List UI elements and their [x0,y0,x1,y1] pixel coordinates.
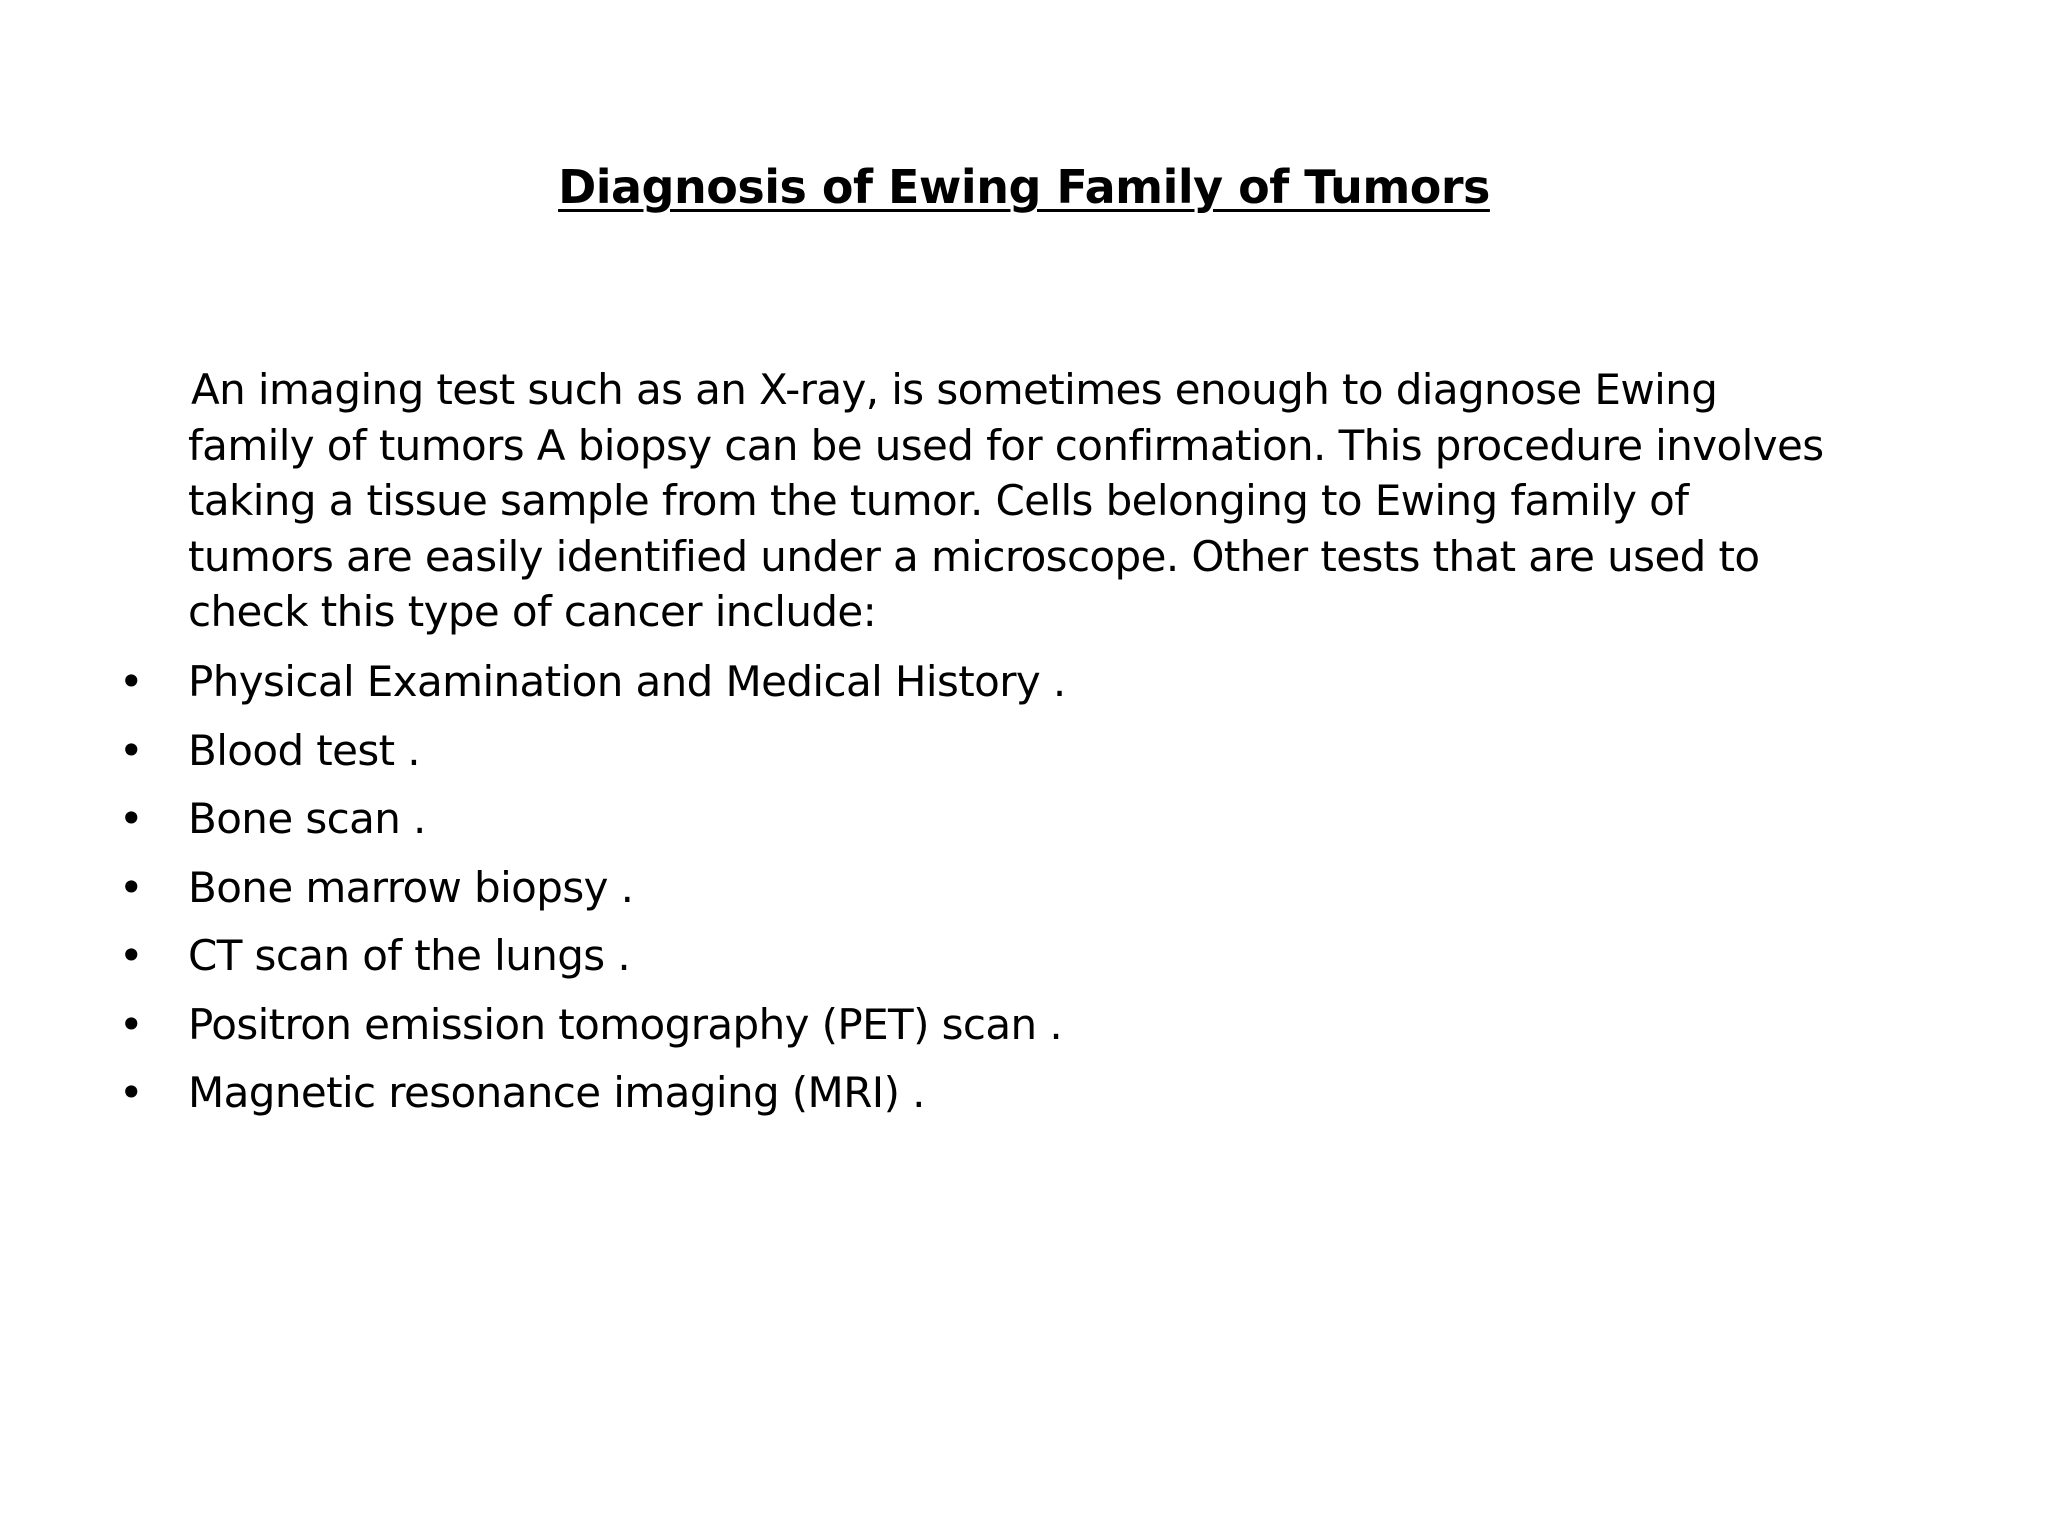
bullet-icon: • [118,931,144,980]
list-item [0,928,2048,997]
list-item [0,1065,2048,1134]
list-item-text: Magnetic resonance imaging (MRI) . [188,1068,925,1117]
bullet-icon: • [118,657,144,706]
list-item-text: Positron emission tomography (PET) scan . [188,999,1063,1049]
bullet-icon: • [118,999,144,1049]
intro-line: check this type of cancer include: [188,587,877,636]
bullet-icon: • [118,725,144,775]
list-item-text: Bone scan . [188,794,426,843]
list-item-text: Bone marrow biopsy . [188,862,634,912]
intro-paragraph [188,362,1948,640]
list-item [0,791,2048,860]
list-item [0,723,2048,792]
bullet-icon: • [118,862,144,912]
list-item-text: CT scan of the lungs . [188,931,631,980]
intro-line: family of tumors A biopsy can be used for confirmation. This procedure involves [188,420,1824,470]
slide-title: Diagnosis of Ewing Family of Tumors [558,160,1490,214]
list-item [0,997,2048,1066]
test-list [0,654,2048,1134]
bullet-icon: • [118,1068,144,1117]
list-item-text: Blood test . [188,725,421,775]
intro-line: An imaging test such as an X-ray, is sometimes enough to diagnose Ewing [191,365,1718,414]
list-item [0,860,2048,929]
list-item-text: Physical Examination and Medical History . [188,657,1066,706]
list-item [0,654,2048,723]
intro-line: tumors are easily identified under a microscope. Other tests that are used to [188,531,1760,581]
intro-line: taking a tissue sample from the tumor. Cells belonging to Ewing family of [188,476,1689,525]
bullet-icon: • [118,794,144,843]
